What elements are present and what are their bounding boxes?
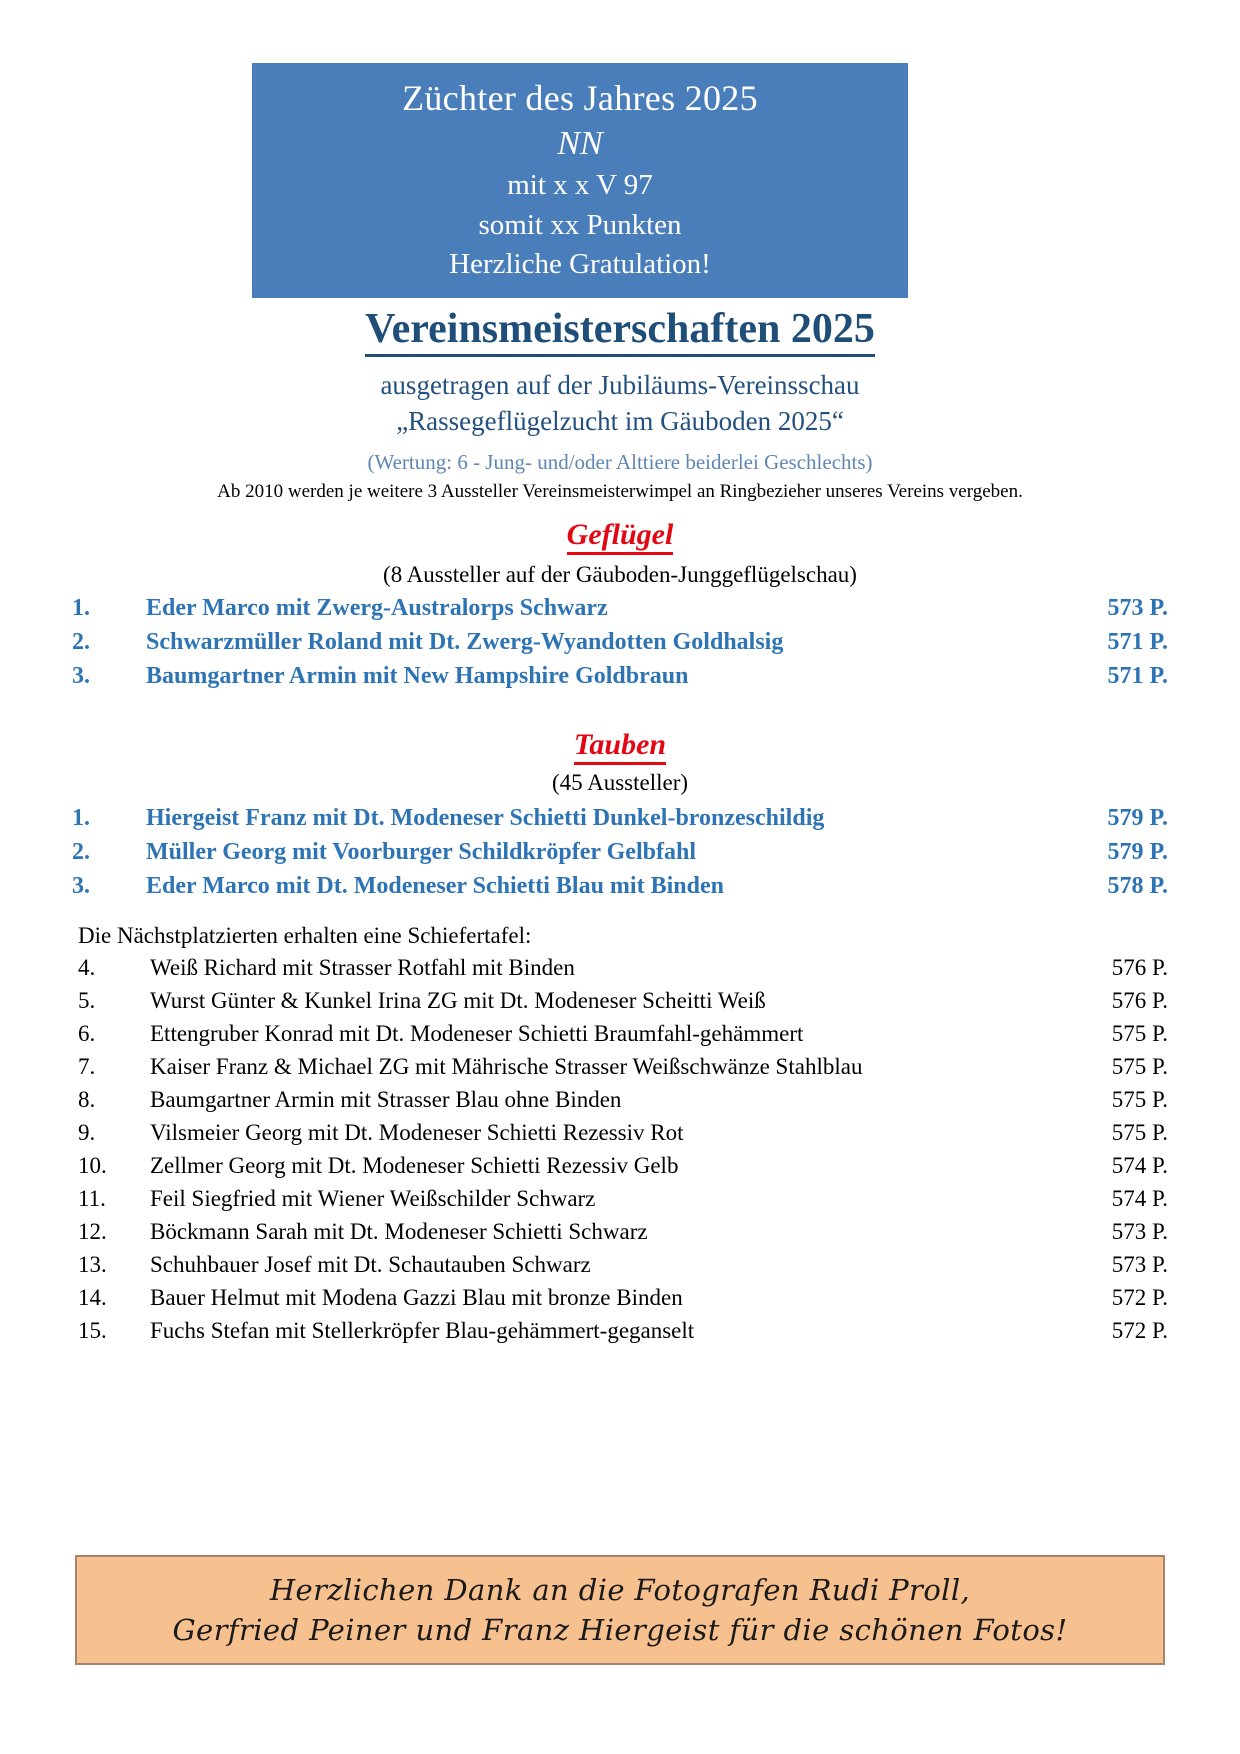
table-row: [78, 1186, 1168, 1219]
table-row: [72, 839, 1168, 873]
table-row: [78, 1219, 1168, 1252]
points-cell: 579 P.: [1107, 805, 1168, 831]
name-cell: Wurst Günter & Kunkel Irina ZG mit Dt. Modeneser Scheitti Weiß: [150, 988, 766, 1013]
section-subheading-poultry: (8 Aussteller auf der Gäuboden-Junggeflügelschau): [383, 562, 857, 587]
table-row: [78, 1021, 1168, 1054]
points-cell: 573 P.: [1111, 1252, 1168, 1277]
subtitle-event: „Rassegeflügelzucht im Gäuboden 2025“: [396, 406, 844, 436]
winner-list-pigeons: [72, 805, 1168, 907]
points-cell: 576 P.: [1111, 955, 1168, 980]
points-cell: 572 P.: [1111, 1318, 1168, 1343]
name-cell: Feil Siegfried mit Wiener Weißschilder Schwarz: [150, 1186, 596, 1211]
rank-cell: 11.: [78, 1186, 106, 1211]
banner-points: somit xx Punkten: [478, 208, 682, 241]
name-cell: Eder Marco mit Zwerg-Australorps Schwarz: [146, 595, 608, 621]
rank-cell: 1.: [72, 805, 90, 831]
rank-cell: 12.: [78, 1219, 107, 1244]
name-cell: Baumgartner Armin mit Strasser Blau ohne Binden: [150, 1087, 622, 1112]
table-row: [78, 1285, 1168, 1318]
banner-detail: mit x x V 97: [507, 169, 653, 202]
banner-name: NN: [557, 124, 603, 162]
section-heading-poultry: [0, 518, 1240, 552]
points-cell: 573 P.: [1111, 1219, 1168, 1244]
rank-cell: 10.: [78, 1153, 107, 1178]
rank-cell: 5.: [78, 988, 96, 1013]
points-cell: 578 P.: [1107, 873, 1168, 899]
points-cell: 575 P.: [1111, 1054, 1168, 1079]
rank-cell: 2.: [72, 839, 90, 865]
table-row: [78, 1120, 1168, 1153]
rank-cell: 6.: [78, 1021, 96, 1046]
section-heading-pigeons: [0, 728, 1240, 762]
banner-title: Züchter des Jahres 2025: [402, 78, 758, 118]
section-heading-poultry-text: Geflügel: [567, 518, 674, 555]
rank-cell: 1.: [72, 595, 90, 621]
name-cell: Fuchs Stefan mit Stellerkröpfer Blau-gehämmert-geganselt: [150, 1318, 695, 1343]
points-cell: 572 P.: [1111, 1285, 1168, 1310]
name-cell: Eder Marco mit Dt. Modeneser Schietti Blau mit Binden: [146, 873, 724, 899]
rank-cell: 13.: [78, 1252, 107, 1277]
rank-cell: 14.: [78, 1285, 107, 1310]
rating-note: (Wertung: 6 - Jung- und/oder Alttiere beiderlei Geschlechts): [367, 450, 873, 474]
rank-cell: 8.: [78, 1087, 96, 1112]
winner-list-poultry: [72, 595, 1168, 697]
breeder-of-the-year-banner: [252, 63, 908, 298]
thanks-line-2: Gerfried Peiner und Franz Hiergeist für die schönen Fotos!: [172, 1613, 1068, 1647]
points-cell: 573 P.: [1107, 595, 1168, 621]
name-cell: Schuhbauer Josef mit Dt. Schautauben Schwarz: [150, 1252, 591, 1277]
points-cell: 575 P.: [1111, 1087, 1168, 1112]
rank-cell: 3.: [72, 663, 90, 689]
points-cell: 571 P.: [1107, 663, 1168, 689]
name-cell: Hiergeist Franz mit Dt. Modeneser Schietti Dunkel-bronzeschildig: [146, 805, 825, 831]
name-cell: Kaiser Franz & Michael ZG mit Mährische Strasser Weißschwänze Stahlblau: [150, 1054, 863, 1079]
name-cell: Böckmann Sarah mit Dt. Modeneser Schietti Schwarz: [150, 1219, 648, 1244]
points-cell: 574 P.: [1111, 1153, 1168, 1178]
subtitle-venue: ausgetragen auf der Jubiläums-Vereinsschau: [380, 370, 860, 400]
points-cell: 579 P.: [1107, 839, 1168, 865]
runners-up-note: Die Nächstplatzierten erhalten eine Schiefertafel:: [78, 923, 532, 948]
table-row: [78, 1054, 1168, 1087]
rank-cell: 2.: [72, 629, 90, 655]
rank-cell: 4.: [78, 955, 96, 980]
table-row: [78, 1153, 1168, 1186]
rank-cell: 3.: [72, 873, 90, 899]
name-cell: Müller Georg mit Voorburger Schildkröpfer Gelbfahl: [146, 839, 696, 865]
table-row: [72, 805, 1168, 839]
section-subheading-pigeons: (45 Aussteller): [551, 770, 689, 795]
section-heading-pigeons-text: Tauben: [574, 728, 666, 765]
pennant-note: Ab 2010 werden je weitere 3 Aussteller Vereinsmeisterwimpel an Ringbezieher unseres Vereins vergeben.: [217, 481, 1023, 502]
points-cell: 574 P.: [1111, 1186, 1168, 1211]
table-row: [72, 629, 1168, 663]
points-cell: 575 P.: [1111, 1120, 1168, 1145]
table-row: [78, 955, 1168, 988]
thanks-line-1: Herzlichen Dank an die Fotografen Rudi Proll,: [269, 1573, 971, 1607]
table-row: [78, 988, 1168, 1021]
points-cell: 576 P.: [1111, 988, 1168, 1013]
name-cell: Weiß Richard mit Strasser Rotfahl mit Binden: [150, 955, 575, 980]
page-title-text: Vereinsmeisterschaften 2025: [365, 306, 875, 357]
table-row: [78, 1087, 1168, 1120]
page-title: [0, 305, 1240, 353]
banner-congrats: Herzliche Gratulation!: [449, 248, 711, 281]
name-cell: Baumgartner Armin mit New Hampshire Goldbraun: [146, 663, 689, 689]
table-row: [78, 1252, 1168, 1285]
points-cell: 575 P.: [1111, 1021, 1168, 1046]
name-cell: Bauer Helmut mit Modena Gazzi Blau mit bronze Binden: [150, 1285, 683, 1310]
rank-cell: 15.: [78, 1318, 107, 1343]
points-cell: 571 P.: [1107, 629, 1168, 655]
name-cell: Vilsmeier Georg mit Dt. Modeneser Schietti Rezessiv Rot: [150, 1120, 684, 1145]
table-row: [72, 595, 1168, 629]
photographer-thanks-box: [75, 1555, 1165, 1665]
runners-up-list: [78, 955, 1168, 1351]
rank-cell: 9.: [78, 1120, 96, 1145]
name-cell: Zellmer Georg mit Dt. Modeneser Schietti Rezessiv Gelb: [150, 1153, 679, 1178]
name-cell: Ettengruber Konrad mit Dt. Modeneser Schietti Braumfahl-gehämmert: [150, 1021, 804, 1046]
table-row: [78, 1318, 1168, 1351]
rank-cell: 7.: [78, 1054, 96, 1079]
table-row: [72, 663, 1168, 697]
name-cell: Schwarzmüller Roland mit Dt. Zwerg-Wyandotten Goldhalsig: [146, 629, 784, 655]
table-row: [72, 873, 1168, 907]
